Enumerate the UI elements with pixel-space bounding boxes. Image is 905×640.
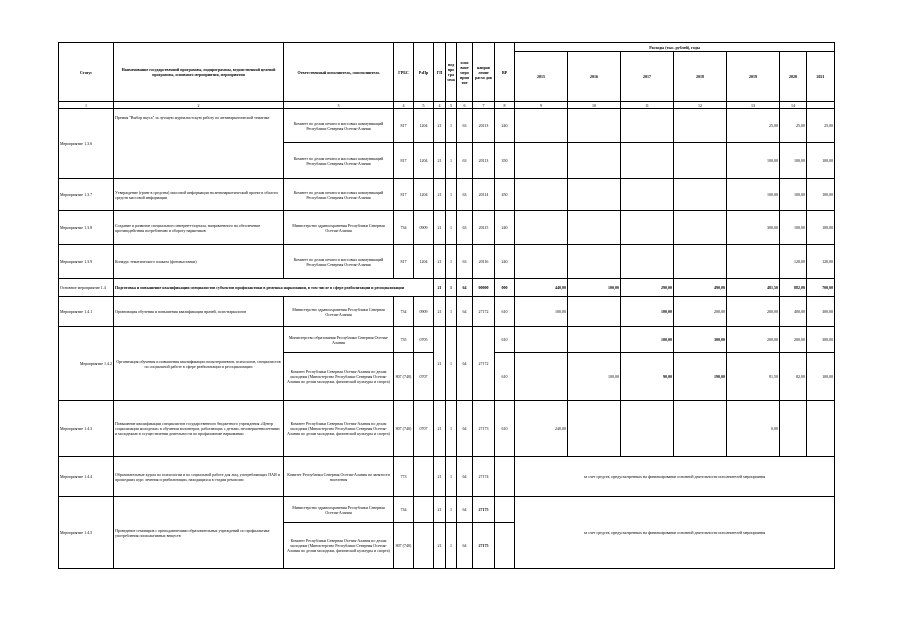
- row-value: 90,00: [621, 353, 674, 401]
- header-vr: ВР: [495, 43, 515, 102]
- header-expenses: Расходы (тыс. рублей), годы: [515, 43, 835, 52]
- row-gp: 21: [434, 401, 446, 457]
- column-number: 9: [515, 102, 568, 109]
- row-pp: 1: [446, 297, 457, 327]
- row-vr: [495, 497, 515, 523]
- row-name: Организация обучения и повышения квалификации психотерапевтов, психологов, специалистов по социальной работе в сфере реабилитации и ресоциализации: [114, 327, 284, 401]
- row-grbs: 773: [394, 457, 414, 497]
- row-rzpr: 0707: [414, 353, 434, 401]
- column-number-row: [59, 102, 835, 109]
- row-om: 63: [457, 179, 473, 211]
- table-row: [59, 245, 835, 279]
- row-grbs: 734: [394, 497, 414, 523]
- row-om: 64: [457, 497, 473, 523]
- row-value: [568, 297, 621, 327]
- row-responsible: Комитет Республики Северная Осетия-Алания по делам молодежи (Министерство Республики Северная Осетия-Алания по делам молодежи, физической культуры и спорта): [284, 353, 394, 401]
- row-pp: 1: [446, 497, 457, 523]
- row-rzpr: 1204: [414, 143, 434, 179]
- row-dir: 27175: [473, 497, 495, 523]
- row-name: Создание и развитие специального интернет-портала, направленного на обеспечение противодействия потреблению и обороту наркотиков: [114, 211, 284, 245]
- row-value: 120,00: [807, 245, 835, 279]
- row-value: 190,00: [674, 353, 727, 401]
- column-number: [807, 102, 835, 109]
- header-csr-gp: ГП: [434, 43, 446, 102]
- row-value: [674, 109, 727, 143]
- header-name: Наименование государственной программы, подпрограммы, ведомственной целевой программы, основного мероприятия, мероприятия: [114, 43, 284, 102]
- row-status: Мероприятие 1.4.4: [59, 457, 114, 497]
- row-value: [568, 109, 621, 143]
- row-gp: 21: [434, 109, 446, 143]
- budget-table-page: [58, 42, 834, 569]
- row-responsible: Комитет Республики Северная Осетия-Алания по занятости населения: [284, 457, 394, 497]
- row-responsible: Министерство здравоохранения Республики Северная Осетия-Алания: [284, 497, 394, 523]
- row-grbs: 817: [394, 143, 414, 179]
- row-rzpr: 0909: [414, 297, 434, 327]
- row-rzpr: 0909: [414, 211, 434, 245]
- header-rzpr: РзПр: [414, 43, 434, 102]
- row-grbs: 807 (740): [394, 353, 414, 401]
- row-value: 200,00: [727, 327, 780, 353]
- row-name: Проведение семинаров с преподавателями образовательных учреждений по профилактике употребления психоактивных веществ: [114, 497, 284, 569]
- table-row: [59, 211, 835, 245]
- row-value: 440,00: [515, 279, 568, 297]
- row-pp: 1: [446, 327, 457, 401]
- row-value: [674, 245, 727, 279]
- row-value: [621, 143, 674, 179]
- row-om: 64: [457, 279, 473, 297]
- row-dir: 20115: [473, 211, 495, 245]
- row-gp: 21: [434, 457, 446, 497]
- row-value: [727, 245, 780, 279]
- row-pp: 1: [446, 211, 457, 245]
- funding-note: за счет средств, предусмотренных на финансирование основной деятельности исполнителей мероприятия: [515, 457, 835, 497]
- row-value: 25,00: [727, 109, 780, 143]
- row-dir: 27172: [473, 297, 495, 327]
- row-responsible: Министерство здравоохранения Республики Северная Осетия-Алания: [284, 297, 394, 327]
- row-value: 490,00: [674, 279, 727, 297]
- row-value: 882,00: [780, 279, 807, 297]
- row-value: 82,00: [780, 353, 807, 401]
- row-vr: 350: [495, 143, 515, 179]
- row-pp: 1: [446, 401, 457, 457]
- row-name: Подготовка и повышение квалификации специалистов субъектов профилактики в ремешка наркомании, в том числе в сфере реабилитации и ресоциализации: [114, 279, 434, 297]
- row-value: 0,00: [727, 401, 780, 457]
- row-rzpr: [414, 523, 434, 569]
- row-status: Основное мероприятие 1.4: [59, 279, 114, 297]
- row-value: 100,00: [807, 211, 835, 245]
- row-value: 25,00: [780, 109, 807, 143]
- header-year: 2020: [780, 52, 807, 102]
- row-value: [674, 179, 727, 211]
- header-grbs: ГРБС: [394, 43, 414, 102]
- row-vr: 610: [495, 297, 515, 327]
- row-value: 300,00: [807, 327, 835, 353]
- row-value: [515, 353, 568, 401]
- row-value: 100,00: [780, 211, 807, 245]
- row-name: Премия "Выбор вкуса" за лучшую журналистскую работу по антинаркотической тематике: [114, 109, 284, 179]
- row-dir: 20113: [473, 143, 495, 179]
- row-vr: 240: [495, 109, 515, 143]
- row-grbs: 734: [394, 297, 414, 327]
- row-rzpr: 1204: [414, 245, 434, 279]
- row-value: 100,00: [621, 297, 674, 327]
- row-om: 64: [457, 327, 473, 401]
- row-value: 200,00: [674, 297, 727, 327]
- row-value: [515, 211, 568, 245]
- row-value: [621, 401, 674, 457]
- table-row: [59, 109, 835, 143]
- row-gp: 21: [434, 179, 446, 211]
- row-gp: 21: [434, 279, 446, 297]
- header-csr-pp: под про гра мма: [446, 43, 457, 102]
- row-dir: 27175: [473, 523, 495, 569]
- header-csr-dir: направ ление расхо дов: [473, 43, 495, 102]
- row-value: 81,50: [727, 353, 780, 401]
- row-name: Конкурс тематического плаката (фотовыставки): [114, 245, 284, 279]
- row-vr: [495, 523, 515, 569]
- row-grbs: 734: [394, 211, 414, 245]
- row-gp: 21: [434, 497, 446, 523]
- row-vr: 000: [495, 279, 515, 297]
- row-rzpr: [414, 497, 434, 523]
- row-value: 100,00: [621, 327, 674, 353]
- row-dir: 27174: [473, 457, 495, 497]
- row-value: [515, 245, 568, 279]
- row-value: 100,00: [807, 179, 835, 211]
- column-number: 11: [621, 102, 674, 109]
- row-value: [621, 245, 674, 279]
- row-value: [674, 143, 727, 179]
- row-value: 100,00: [727, 179, 780, 211]
- row-vr: 610: [495, 327, 515, 353]
- row-value: [621, 179, 674, 211]
- row-value: [515, 143, 568, 179]
- row-status: Мероприятие 1.4.2: [59, 327, 114, 401]
- row-gp: 21: [434, 245, 446, 279]
- row-rzpr: 0705: [414, 327, 434, 353]
- row-vr: [495, 457, 515, 497]
- row-responsible: Комитет по делам печати и массовых коммуникаций Республики Северная Осетия-Алания: [284, 179, 394, 211]
- row-om: 64: [457, 523, 473, 569]
- row-value: 300,00: [674, 327, 727, 353]
- row-grbs: 807 (740): [394, 401, 414, 457]
- row-value: [515, 109, 568, 143]
- column-number: 5: [414, 102, 434, 109]
- row-pp: 1: [446, 457, 457, 497]
- row-status: Мероприятие 1.4.1: [59, 297, 114, 327]
- row-pp: 1: [446, 109, 457, 143]
- row-value: 481,50: [727, 279, 780, 297]
- row-pp: 1: [446, 279, 457, 297]
- header-csr-om: осно вное меро прия тие: [457, 43, 473, 102]
- row-gp: 21: [434, 211, 446, 245]
- row-gp: 21: [434, 297, 446, 327]
- column-number: 1: [59, 102, 114, 109]
- row-value: 300,00: [727, 211, 780, 245]
- column-number: 6: [457, 102, 473, 109]
- row-status: Мероприятие 1.3.9: [59, 245, 114, 279]
- row-value: [568, 211, 621, 245]
- row-responsible: Комитет Республики Северная Осетия-Алания по делам молодежи (Министерство Республики Северная Осетия-Алания по делам молодежи, физической культуры и спорта): [284, 523, 394, 569]
- row-rzpr: [414, 457, 434, 497]
- table-row: [59, 279, 835, 297]
- row-responsible: Комитет по делам печати и массовых коммуникаций Республики Северная Осетия-Алания: [284, 143, 394, 179]
- row-value: [621, 109, 674, 143]
- row-value: 100,00: [515, 297, 568, 327]
- row-value: 400,00: [780, 297, 807, 327]
- row-gp: 21: [434, 143, 446, 179]
- row-pp: 1: [446, 245, 457, 279]
- column-number: 3: [284, 102, 394, 109]
- row-responsible: Комитет по делам печати и массовых коммуникаций Республики Северная Осетия-Алания: [284, 109, 394, 143]
- row-value: [621, 211, 674, 245]
- header-status: Статус: [59, 43, 114, 102]
- row-value: 200,00: [727, 297, 780, 327]
- row-value: 100,00: [568, 353, 621, 401]
- row-value: 100,00: [807, 353, 835, 401]
- row-value: 25,00: [807, 109, 835, 143]
- row-vr: 450: [495, 179, 515, 211]
- row-status: Мероприятие 1.3.7: [59, 179, 114, 211]
- row-name: Образовательные курсы по психологии и по социальной работе для лиц, употребляющих ПАВ и прошедших курс лечения и реабилитации, находящихся в стадии ремиссии: [114, 457, 284, 497]
- row-vr: 240: [495, 245, 515, 279]
- row-dir: 20116: [473, 245, 495, 279]
- row-responsible: Министерство здравоохранения Республики Северная Осетия-Алания: [284, 211, 394, 245]
- row-value: 100,00: [727, 143, 780, 179]
- row-value: [568, 245, 621, 279]
- row-value: 240,00: [515, 401, 568, 457]
- row-dir: 27172: [473, 327, 495, 401]
- row-status: Мероприятие 1.4.5: [59, 497, 114, 569]
- column-number: 2: [114, 102, 284, 109]
- row-grbs: 735: [394, 327, 414, 353]
- row-responsible: Комитет по делам печати и массовых коммуникаций Республики Северная Осетия-Алания: [284, 245, 394, 279]
- row-om: 64: [457, 457, 473, 497]
- row-value: 200,00: [780, 327, 807, 353]
- row-value: 100,00: [807, 143, 835, 179]
- row-pp: 1: [446, 143, 457, 179]
- table-row: [59, 327, 835, 353]
- row-value: 290,00: [621, 279, 674, 297]
- row-vr: 610: [495, 353, 515, 401]
- row-gp: 21: [434, 327, 446, 401]
- row-vr: 240: [495, 211, 515, 245]
- row-rzpr: 0707: [414, 401, 434, 457]
- table-row: [59, 457, 835, 497]
- column-number: 7: [473, 102, 495, 109]
- row-status: Мероприятие 1.3.6: [59, 109, 114, 179]
- header-year: 2019: [727, 52, 780, 102]
- table-row: [59, 497, 835, 523]
- row-om: 63: [457, 143, 473, 179]
- row-responsible: Комитет Республики Северная Осетия-Алания по делам молодежи (Министерство Республики Северная Осетия-Алания по делам молодежи, физической культуры и спорта): [284, 401, 394, 457]
- row-rzpr: 1204: [414, 179, 434, 211]
- row-grbs: 817: [394, 179, 414, 211]
- row-value: [568, 327, 621, 353]
- row-vr: 610: [495, 401, 515, 457]
- column-number: 12: [674, 102, 727, 109]
- row-status: Мероприятие 1.4.3: [59, 401, 114, 457]
- row-responsible: Министерство образования Республики Северная Осетия-Алания: [284, 327, 394, 353]
- row-om: 63: [457, 109, 473, 143]
- header-year: 2017: [621, 52, 674, 102]
- row-value: 300,00: [807, 297, 835, 327]
- funding-note: за счет средств, предусмотренных на финансирование основной деятельности исполнителей мероприятия: [515, 497, 835, 569]
- row-value: [780, 401, 807, 457]
- row-om: 64: [457, 297, 473, 327]
- row-dir: 27173: [473, 401, 495, 457]
- header-year: 2016: [568, 52, 621, 102]
- row-value: [568, 143, 621, 179]
- row-rzpr: 1204: [414, 109, 434, 143]
- row-value: [568, 401, 621, 457]
- row-value: 120,00: [780, 245, 807, 279]
- row-dir: 00000: [473, 279, 495, 297]
- table-row: [59, 401, 835, 457]
- table-row: [59, 297, 835, 327]
- row-value: 100,00: [780, 179, 807, 211]
- row-om: 63: [457, 245, 473, 279]
- row-value: [674, 211, 727, 245]
- row-value: 100,00: [568, 279, 621, 297]
- column-number: 5: [446, 102, 457, 109]
- header-year: 2015: [515, 52, 568, 102]
- row-pp: 1: [446, 523, 457, 569]
- header-year: 2021: [807, 52, 835, 102]
- row-grbs: 817: [394, 109, 414, 143]
- row-value: [807, 401, 835, 457]
- header-responsible: Ответственный исполнитель, соисполнитель: [284, 43, 394, 102]
- column-number: 13: [727, 102, 780, 109]
- table-row: [59, 179, 835, 211]
- row-value: [515, 327, 568, 353]
- row-dir: 20114: [473, 179, 495, 211]
- row-value: [515, 179, 568, 211]
- row-om: 63: [457, 211, 473, 245]
- row-name: Утверждение (грант в средства) массовой информации на антинаркотический проект в области средств массовой информации: [114, 179, 284, 211]
- row-pp: 1: [446, 179, 457, 211]
- row-value: 700,00: [807, 279, 835, 297]
- row-name: Организация обучения и повышения квалификации врачей, псих-наркологов: [114, 297, 284, 327]
- header-year: 2018: [674, 52, 727, 102]
- row-value: 100,00: [780, 143, 807, 179]
- row-grbs: 817: [394, 245, 414, 279]
- row-name: Повышение квалификации специалистов государственного бюджетного учреждения «Центр социализации молодежи» в обучении волонтеров, работающих с детьми, несовершеннолетними и молодежью в осуществлении деятельности по профилактике наркомании: [114, 401, 284, 457]
- row-dir: 20113: [473, 109, 495, 143]
- row-value: [674, 401, 727, 457]
- column-number: 4: [394, 102, 414, 109]
- row-om: 64: [457, 401, 473, 457]
- column-number: 4: [434, 102, 446, 109]
- column-number: 8: [495, 102, 515, 109]
- row-status: Мероприятие 1.3.8: [59, 211, 114, 245]
- row-grbs: 807 (740): [394, 523, 414, 569]
- column-number: 14: [780, 102, 807, 109]
- budget-table: [58, 42, 835, 569]
- row-value: [568, 179, 621, 211]
- column-number: 10: [568, 102, 621, 109]
- row-gp: 21: [434, 523, 446, 569]
